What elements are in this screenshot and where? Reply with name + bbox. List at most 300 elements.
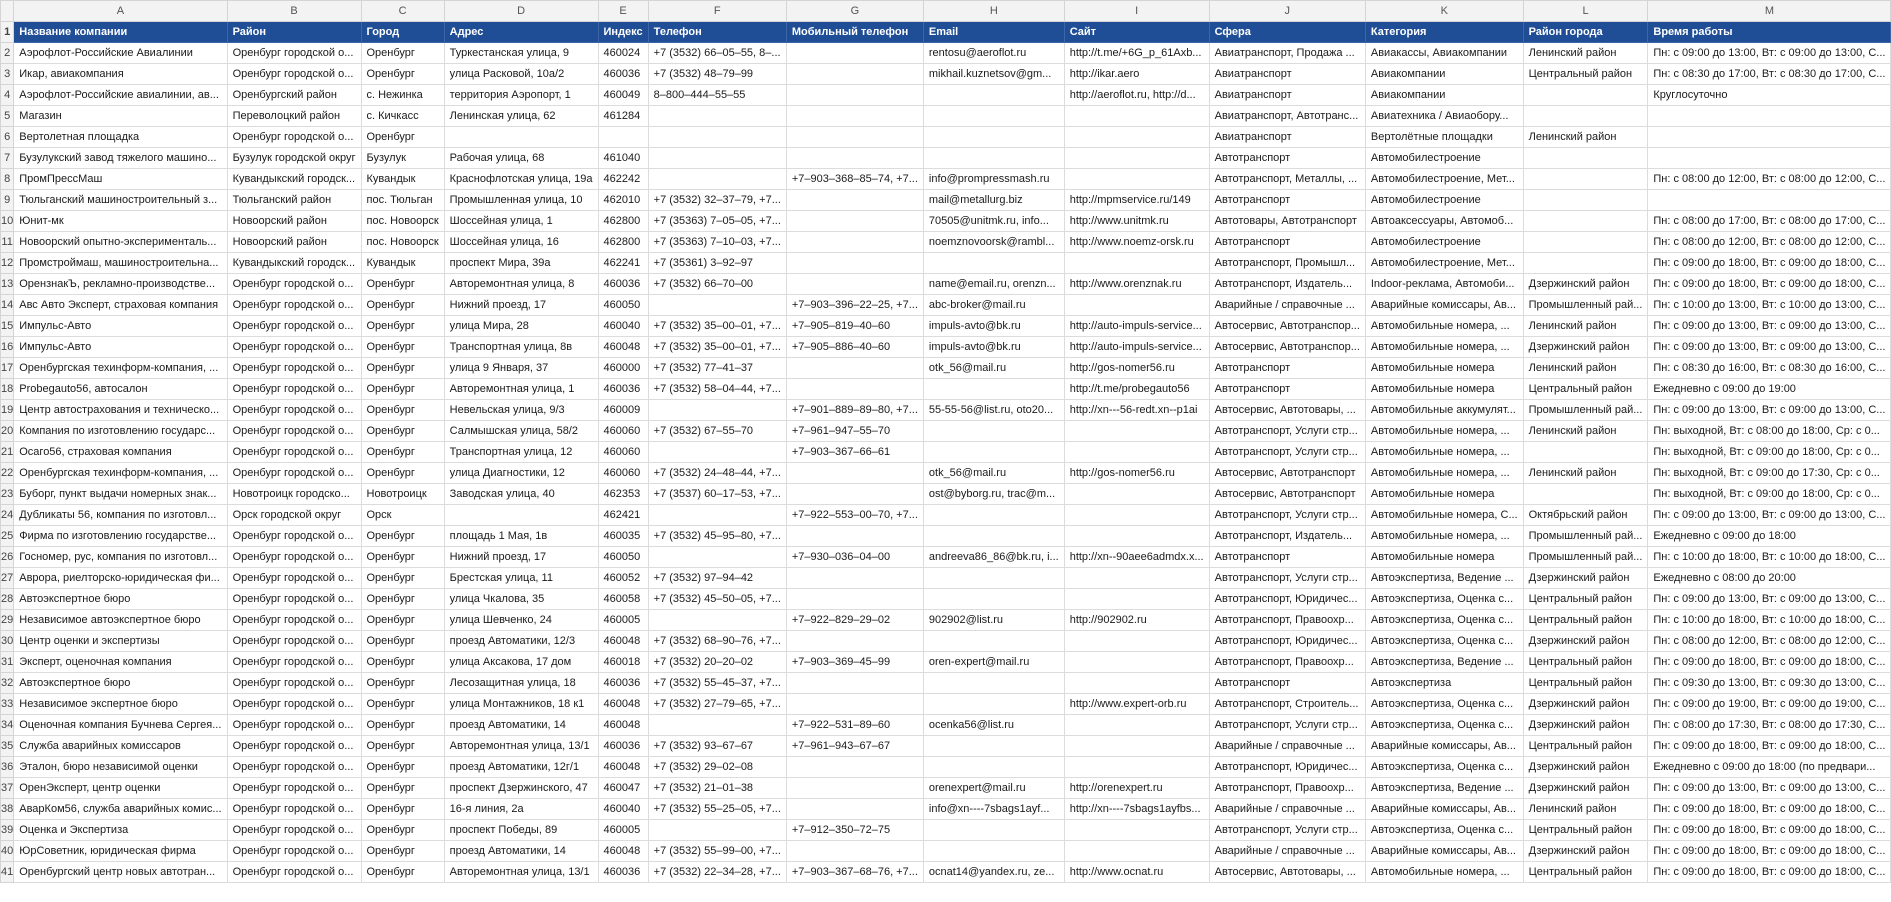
table-cell-j[interactable]: Авиатранспорт, Продажа ... bbox=[1209, 43, 1365, 64]
table-cell-k[interactable]: Автоэкспертиза, Оценка с... bbox=[1365, 589, 1523, 610]
table-cell-l[interactable]: Центральный район bbox=[1523, 673, 1648, 694]
table-cell-i[interactable]: http://xn--90aee6admdx.x... bbox=[1064, 547, 1209, 568]
table-cell-j[interactable]: Автотранспорт bbox=[1209, 547, 1365, 568]
table-cell-a[interactable]: Эталон, бюро независимой оценки bbox=[14, 757, 227, 778]
table-cell-b[interactable]: Оренбург городской о... bbox=[227, 337, 361, 358]
table-cell-b[interactable]: Оренбург городской о... bbox=[227, 295, 361, 316]
table-cell-c[interactable]: Оренбург bbox=[361, 358, 444, 379]
table-cell-b[interactable]: Оренбург городской о... bbox=[227, 463, 361, 484]
table-cell-j[interactable]: Аварийные / справочные ... bbox=[1209, 799, 1365, 820]
table-cell-i[interactable]: http://gos-nomer56.ru bbox=[1064, 358, 1209, 379]
table-cell-m[interactable]: Пн: с 09:00 до 13:00, Вт: с 09:00 до 13:00, С... bbox=[1648, 589, 1891, 610]
table-cell-m[interactable]: Пн: с 08:00 до 12:00, Вт: с 08:00 до 12:00, С... bbox=[1648, 631, 1891, 652]
table-cell-m[interactable]: Пн: с 09:00 до 13:00, Вт: с 09:00 до 13:00, С... bbox=[1648, 337, 1891, 358]
table-cell-j[interactable]: Автотранспорт, Строитель... bbox=[1209, 694, 1365, 715]
table-cell-i[interactable]: http://t.me/+6G_p_61Axb... bbox=[1064, 43, 1209, 64]
table-cell-k[interactable]: Авиакассы, Авиакомпании bbox=[1365, 43, 1523, 64]
table-cell-g[interactable] bbox=[786, 379, 923, 400]
table-cell-f[interactable]: +7 (35361) 3–92–97 bbox=[648, 253, 786, 274]
row-number[interactable]: 38 bbox=[1, 799, 14, 820]
table-cell-i[interactable]: http://xn---56-redt.xn--p1ai bbox=[1064, 400, 1209, 421]
table-cell-e[interactable]: 460036 bbox=[598, 379, 648, 400]
row-number[interactable]: 15 bbox=[1, 316, 14, 337]
table-cell-l[interactable]: Дзержинский район bbox=[1523, 694, 1648, 715]
table-cell-f[interactable]: +7 (35363) 7–10–03, +7... bbox=[648, 232, 786, 253]
table-cell-m[interactable]: Ежедневно с 09:00 до 19:00 bbox=[1648, 379, 1891, 400]
table-cell-i[interactable]: http://aeroflot.ru, http://d... bbox=[1064, 85, 1209, 106]
table-cell-a[interactable]: Служба аварийных комиссаров bbox=[14, 736, 227, 757]
table-cell-g[interactable]: +7–961–943–67–67 bbox=[786, 736, 923, 757]
table-cell-a[interactable]: Вертолетная площадка bbox=[14, 127, 227, 148]
table-cell-e[interactable]: 460060 bbox=[598, 463, 648, 484]
table-cell-a[interactable]: Оренбургская техинформ-компания, ... bbox=[14, 463, 227, 484]
row-number[interactable]: 29 bbox=[1, 610, 14, 631]
row-number[interactable]: 12 bbox=[1, 253, 14, 274]
table-cell-k[interactable]: Автомобильные номера, ... bbox=[1365, 526, 1523, 547]
table-cell-c[interactable]: пос. Новоорск bbox=[361, 211, 444, 232]
table-cell-b[interactable]: Оренбург городской о... bbox=[227, 673, 361, 694]
table-cell-j[interactable]: Автотранспорт, Правоохр... bbox=[1209, 652, 1365, 673]
table-cell-d[interactable]: улица Чкалова, 35 bbox=[444, 589, 598, 610]
row-number[interactable]: 37 bbox=[1, 778, 14, 799]
table-cell-h[interactable]: info@xn----7sbags1ayf... bbox=[923, 799, 1064, 820]
table-cell-c[interactable]: Оренбург bbox=[361, 862, 444, 883]
table-cell-k[interactable]: Автомобилестроение, Мет... bbox=[1365, 169, 1523, 190]
table-cell-l[interactable] bbox=[1523, 148, 1648, 169]
table-cell-i[interactable]: http://mpmservice.ru/149 bbox=[1064, 190, 1209, 211]
table-cell-d[interactable]: проспект Мира, 39а bbox=[444, 253, 598, 274]
table-cell-i[interactable] bbox=[1064, 148, 1209, 169]
table-cell-k[interactable]: Автомобильные номера, ... bbox=[1365, 463, 1523, 484]
table-cell-g[interactable] bbox=[786, 43, 923, 64]
table-cell-f[interactable] bbox=[648, 127, 786, 148]
row-number[interactable]: 18 bbox=[1, 379, 14, 400]
table-cell-b[interactable]: Оренбург городской о... bbox=[227, 736, 361, 757]
table-cell-f[interactable]: +7 (3532) 22–34–28, +7... bbox=[648, 862, 786, 883]
table-cell-f[interactable] bbox=[648, 295, 786, 316]
table-cell-d[interactable]: Шоссейная улица, 1 bbox=[444, 211, 598, 232]
table-cell-c[interactable]: с. Кичкасс bbox=[361, 106, 444, 127]
table-cell-h[interactable]: 902902@list.ru bbox=[923, 610, 1064, 631]
table-cell-k[interactable]: Автоэкспертиза bbox=[1365, 673, 1523, 694]
table-cell-i[interactable] bbox=[1064, 652, 1209, 673]
table-cell-a[interactable]: Независимое экспертное бюро bbox=[14, 694, 227, 715]
table-cell-j[interactable]: Аварийные / справочные ... bbox=[1209, 295, 1365, 316]
table-cell-i[interactable]: http://902902.ru bbox=[1064, 610, 1209, 631]
table-cell-b[interactable]: Оренбург городской о... bbox=[227, 778, 361, 799]
table-cell-d[interactable]: площадь 1 Мая, 1в bbox=[444, 526, 598, 547]
table-cell-c[interactable]: Кувандык bbox=[361, 169, 444, 190]
column-title-l[interactable]: Район города bbox=[1523, 22, 1648, 43]
table-cell-h[interactable] bbox=[923, 589, 1064, 610]
table-cell-g[interactable]: +7–922–531–89–60 bbox=[786, 715, 923, 736]
table-cell-b[interactable]: Оренбург городской о... bbox=[227, 589, 361, 610]
table-cell-e[interactable]: 462800 bbox=[598, 211, 648, 232]
table-cell-l[interactable]: Центральный район bbox=[1523, 589, 1648, 610]
table-cell-b[interactable]: Оренбург городской о... bbox=[227, 862, 361, 883]
table-cell-l[interactable]: Промышленный рай... bbox=[1523, 547, 1648, 568]
table-cell-d[interactable]: территория Аэропорт, 1 bbox=[444, 85, 598, 106]
table-cell-m[interactable]: Пн: выходной, Вт: с 09:00 до 18:00, Ср: с 0... bbox=[1648, 442, 1891, 463]
table-cell-h[interactable]: ocenka56@list.ru bbox=[923, 715, 1064, 736]
table-cell-l[interactable] bbox=[1523, 484, 1648, 505]
table-cell-d[interactable] bbox=[444, 505, 598, 526]
table-cell-i[interactable] bbox=[1064, 505, 1209, 526]
table-cell-a[interactable]: Икар, авиакомпания bbox=[14, 64, 227, 85]
table-cell-c[interactable]: Оренбург bbox=[361, 421, 444, 442]
table-cell-f[interactable]: +7 (3532) 66–70–00 bbox=[648, 274, 786, 295]
table-cell-i[interactable] bbox=[1064, 568, 1209, 589]
table-cell-a[interactable]: Аврора, риелторско-юридическая фи... bbox=[14, 568, 227, 589]
table-cell-h[interactable] bbox=[923, 253, 1064, 274]
table-cell-i[interactable] bbox=[1064, 736, 1209, 757]
column-title-j[interactable]: Сфера bbox=[1209, 22, 1365, 43]
table-cell-h[interactable] bbox=[923, 841, 1064, 862]
table-cell-m[interactable]: Пн: выходной, Вт: с 09:00 до 18:00, Ср: с 0... bbox=[1648, 484, 1891, 505]
table-cell-c[interactable]: Орск bbox=[361, 505, 444, 526]
row-number[interactable]: 21 bbox=[1, 442, 14, 463]
table-cell-c[interactable]: Оренбург bbox=[361, 589, 444, 610]
column-title-h[interactable]: Email bbox=[923, 22, 1064, 43]
table-cell-k[interactable]: Автомобилестроение bbox=[1365, 190, 1523, 211]
table-cell-m[interactable]: Ежедневно с 08:00 до 20:00 bbox=[1648, 568, 1891, 589]
table-cell-h[interactable]: noemznovoorsk@rambl... bbox=[923, 232, 1064, 253]
table-cell-l[interactable]: Центральный район bbox=[1523, 862, 1648, 883]
table-cell-k[interactable]: Аварийные комиссары, Ав... bbox=[1365, 841, 1523, 862]
table-cell-j[interactable]: Автотранспорт, Услуги стр... bbox=[1209, 442, 1365, 463]
table-cell-g[interactable]: +7–905–886–40–60 bbox=[786, 337, 923, 358]
table-cell-k[interactable]: Автомобилестроение bbox=[1365, 232, 1523, 253]
table-cell-a[interactable]: Импульс-Авто bbox=[14, 337, 227, 358]
table-cell-m[interactable]: Пн: с 08:00 до 12:00, Вт: с 08:00 до 12:00, С... bbox=[1648, 232, 1891, 253]
table-cell-f[interactable]: +7 (3532) 97–94–42 bbox=[648, 568, 786, 589]
table-cell-g[interactable] bbox=[786, 253, 923, 274]
table-cell-i[interactable]: http://www.noemz-orsk.ru bbox=[1064, 232, 1209, 253]
table-cell-k[interactable]: Автоэкспертиза, Оценка с... bbox=[1365, 694, 1523, 715]
row-number[interactable]: 33 bbox=[1, 694, 14, 715]
table-cell-d[interactable]: Авторемонтная улица, 13/1 bbox=[444, 736, 598, 757]
table-cell-f[interactable]: +7 (3532) 35–00–01, +7... bbox=[648, 337, 786, 358]
table-cell-g[interactable]: +7–901–889–89–80, +7... bbox=[786, 400, 923, 421]
table-cell-a[interactable]: Тюльганский машиностроительный з... bbox=[14, 190, 227, 211]
table-cell-b[interactable]: Оренбург городской о... bbox=[227, 358, 361, 379]
table-cell-e[interactable]: 460048 bbox=[598, 694, 648, 715]
table-cell-h[interactable] bbox=[923, 127, 1064, 148]
table-cell-c[interactable]: Оренбург bbox=[361, 43, 444, 64]
table-cell-c[interactable]: Оренбург bbox=[361, 526, 444, 547]
table-cell-m[interactable]: Пн: с 09:00 до 18:00, Вт: с 09:00 до 18:00, С... bbox=[1648, 253, 1891, 274]
table-cell-d[interactable]: улица Монтажников, 18 к1 bbox=[444, 694, 598, 715]
select-all-corner[interactable] bbox=[1, 1, 14, 22]
table-cell-g[interactable]: +7–922–829–29–02 bbox=[786, 610, 923, 631]
column-letter-b[interactable]: B bbox=[227, 1, 361, 22]
table-cell-f[interactable] bbox=[648, 148, 786, 169]
table-cell-b[interactable]: Оренбург городской о... bbox=[227, 442, 361, 463]
table-cell-j[interactable]: Автотранспорт bbox=[1209, 673, 1365, 694]
column-title-b[interactable]: Район bbox=[227, 22, 361, 43]
table-cell-k[interactable]: Авиатехника / Авиаобору... bbox=[1365, 106, 1523, 127]
table-cell-b[interactable]: Оренбург городской о... bbox=[227, 316, 361, 337]
table-cell-b[interactable]: Тюльганский район bbox=[227, 190, 361, 211]
table-cell-l[interactable]: Дзержинский район bbox=[1523, 568, 1648, 589]
table-cell-g[interactable] bbox=[786, 526, 923, 547]
table-cell-d[interactable]: Шоссейная улица, 16 bbox=[444, 232, 598, 253]
table-cell-d[interactable]: Брестская улица, 11 bbox=[444, 568, 598, 589]
table-cell-c[interactable]: Оренбург bbox=[361, 463, 444, 484]
table-cell-b[interactable]: Оренбург городской о... bbox=[227, 400, 361, 421]
table-cell-f[interactable] bbox=[648, 610, 786, 631]
table-cell-j[interactable]: Автотранспорт, Юридичес... bbox=[1209, 757, 1365, 778]
table-cell-e[interactable]: 460036 bbox=[598, 274, 648, 295]
table-cell-j[interactable]: Автотранспорт bbox=[1209, 358, 1365, 379]
table-cell-k[interactable]: Автоэкспертиза, Оценка с... bbox=[1365, 757, 1523, 778]
table-cell-h[interactable] bbox=[923, 421, 1064, 442]
table-cell-d[interactable]: улица Шевченко, 24 bbox=[444, 610, 598, 631]
column-letter-j[interactable]: J bbox=[1209, 1, 1365, 22]
table-cell-h[interactable]: rentosu@aeroflot.ru bbox=[923, 43, 1064, 64]
column-letter-l[interactable]: L bbox=[1523, 1, 1648, 22]
table-cell-c[interactable]: Оренбург bbox=[361, 442, 444, 463]
table-cell-j[interactable]: Автотранспорт, Правоохр... bbox=[1209, 778, 1365, 799]
table-cell-f[interactable]: +7 (3532) 58–04–44, +7... bbox=[648, 379, 786, 400]
table-cell-l[interactable]: Октябрьский район bbox=[1523, 505, 1648, 526]
table-cell-c[interactable]: Оренбург bbox=[361, 694, 444, 715]
table-cell-e[interactable]: 461040 bbox=[598, 148, 648, 169]
table-cell-a[interactable]: Компания по изготовлению государс... bbox=[14, 421, 227, 442]
table-cell-k[interactable]: Авиакомпании bbox=[1365, 64, 1523, 85]
table-cell-k[interactable]: Автоэкспертиза, Ведение ... bbox=[1365, 568, 1523, 589]
table-cell-a[interactable]: Новоорский опытно-эксперименталь... bbox=[14, 232, 227, 253]
row-number[interactable]: 26 bbox=[1, 547, 14, 568]
table-cell-h[interactable]: oren-expert@mail.ru bbox=[923, 652, 1064, 673]
table-cell-e[interactable]: 462241 bbox=[598, 253, 648, 274]
table-cell-b[interactable]: Кувандыкский городск... bbox=[227, 253, 361, 274]
table-cell-e[interactable]: 460000 bbox=[598, 358, 648, 379]
table-cell-a[interactable]: Магазин bbox=[14, 106, 227, 127]
table-cell-c[interactable]: Кувандык bbox=[361, 253, 444, 274]
table-cell-h[interactable]: otk_56@mail.ru bbox=[923, 463, 1064, 484]
column-letter-m[interactable]: M bbox=[1648, 1, 1891, 22]
table-cell-i[interactable] bbox=[1064, 589, 1209, 610]
table-cell-c[interactable]: Оренбург bbox=[361, 673, 444, 694]
table-cell-d[interactable]: Ленинская улица, 62 bbox=[444, 106, 598, 127]
column-title-e[interactable]: Индекс bbox=[598, 22, 648, 43]
table-cell-b[interactable]: Оренбург городской о... bbox=[227, 694, 361, 715]
table-cell-e[interactable]: 460058 bbox=[598, 589, 648, 610]
table-cell-d[interactable]: улица 9 Января, 37 bbox=[444, 358, 598, 379]
table-cell-b[interactable]: Оренбург городской о... bbox=[227, 274, 361, 295]
column-letter-a[interactable]: A bbox=[14, 1, 227, 22]
table-cell-l[interactable]: Центральный район bbox=[1523, 610, 1648, 631]
table-cell-a[interactable]: Оренбургская техинформ-компания, ... bbox=[14, 358, 227, 379]
table-cell-c[interactable]: Оренбург bbox=[361, 295, 444, 316]
table-cell-d[interactable]: проспект Дзержинского, 47 bbox=[444, 778, 598, 799]
table-cell-e[interactable]: 460005 bbox=[598, 610, 648, 631]
table-cell-l[interactable]: Ленинский район bbox=[1523, 127, 1648, 148]
row-number[interactable]: 32 bbox=[1, 673, 14, 694]
table-cell-f[interactable]: +7 (3532) 48–79–99 bbox=[648, 64, 786, 85]
table-cell-g[interactable]: +7–905–819–40–60 bbox=[786, 316, 923, 337]
table-cell-a[interactable]: Оценочная компания Бучнева Сергея... bbox=[14, 715, 227, 736]
table-cell-j[interactable]: Авиатранспорт, Автотранс... bbox=[1209, 106, 1365, 127]
table-cell-j[interactable]: Автотранспорт, Металлы, ... bbox=[1209, 169, 1365, 190]
table-cell-e[interactable]: 460048 bbox=[598, 631, 648, 652]
table-cell-m[interactable]: Пн: с 09:00 до 13:00, Вт: с 09:00 до 13:00, С... bbox=[1648, 43, 1891, 64]
table-cell-f[interactable]: +7 (3532) 24–48–44, +7... bbox=[648, 463, 786, 484]
table-cell-f[interactable]: +7 (3532) 93–67–67 bbox=[648, 736, 786, 757]
table-cell-l[interactable]: Промышленный рай... bbox=[1523, 400, 1648, 421]
table-cell-h[interactable]: mail@metallurg.biz bbox=[923, 190, 1064, 211]
row-number[interactable]: 9 bbox=[1, 190, 14, 211]
table-cell-h[interactable]: impuls-avto@bk.ru bbox=[923, 316, 1064, 337]
table-cell-m[interactable]: Пн: с 09:00 до 13:00, Вт: с 09:00 до 13:00, С... bbox=[1648, 316, 1891, 337]
table-cell-i[interactable]: http://auto-impuls-service... bbox=[1064, 316, 1209, 337]
table-cell-c[interactable]: Оренбург bbox=[361, 652, 444, 673]
table-cell-d[interactable]: Авторемонтная улица, 1 bbox=[444, 379, 598, 400]
table-cell-c[interactable]: Оренбург bbox=[361, 316, 444, 337]
table-cell-b[interactable]: Оренбург городской о... bbox=[227, 43, 361, 64]
table-cell-i[interactable]: http://t.me/probegauto56 bbox=[1064, 379, 1209, 400]
table-cell-l[interactable]: Ленинский район bbox=[1523, 316, 1648, 337]
table-cell-a[interactable]: Промстроймаш, машиностроительна... bbox=[14, 253, 227, 274]
table-cell-e[interactable]: 462800 bbox=[598, 232, 648, 253]
column-letter-f[interactable]: F bbox=[648, 1, 786, 22]
table-cell-j[interactable]: Автотранспорт, Юридичес... bbox=[1209, 631, 1365, 652]
table-cell-g[interactable] bbox=[786, 274, 923, 295]
table-cell-b[interactable]: Новотроицк городско... bbox=[227, 484, 361, 505]
table-cell-e[interactable]: 460009 bbox=[598, 400, 648, 421]
table-cell-b[interactable]: Оренбург городской о... bbox=[227, 757, 361, 778]
table-cell-e[interactable]: 462010 bbox=[598, 190, 648, 211]
table-cell-e[interactable]: 460018 bbox=[598, 652, 648, 673]
table-cell-g[interactable] bbox=[786, 127, 923, 148]
table-cell-k[interactable]: Автоаксессуары, Автомоб... bbox=[1365, 211, 1523, 232]
table-cell-d[interactable]: Нижний проезд, 17 bbox=[444, 547, 598, 568]
table-cell-a[interactable]: АварКом56, служба аварийных комис... bbox=[14, 799, 227, 820]
table-cell-b[interactable]: Орск городской округ bbox=[227, 505, 361, 526]
column-letter-g[interactable]: G bbox=[786, 1, 923, 22]
table-cell-c[interactable]: Оренбург bbox=[361, 568, 444, 589]
table-cell-m[interactable] bbox=[1648, 148, 1891, 169]
table-cell-d[interactable]: Лесозащитная улица, 18 bbox=[444, 673, 598, 694]
table-cell-d[interactable]: проезд Автоматики, 12г/1 bbox=[444, 757, 598, 778]
table-cell-f[interactable] bbox=[648, 400, 786, 421]
table-cell-l[interactable] bbox=[1523, 106, 1648, 127]
table-cell-f[interactable] bbox=[648, 169, 786, 190]
table-cell-e[interactable]: 460052 bbox=[598, 568, 648, 589]
table-cell-e[interactable]: 462421 bbox=[598, 505, 648, 526]
table-cell-b[interactable]: Оренбург городской о... bbox=[227, 526, 361, 547]
table-cell-e[interactable]: 460005 bbox=[598, 820, 648, 841]
table-cell-a[interactable]: Оценка и Экспертиза bbox=[14, 820, 227, 841]
table-cell-c[interactable]: Оренбург bbox=[361, 274, 444, 295]
table-cell-k[interactable]: Автоэкспертиза, Ведение ... bbox=[1365, 652, 1523, 673]
table-cell-b[interactable]: Оренбург городской о... bbox=[227, 568, 361, 589]
table-cell-j[interactable]: Автотранспорт, Услуги стр... bbox=[1209, 715, 1365, 736]
table-cell-m[interactable]: Пн: выходной, Вт: с 08:00 до 18:00, Ср: с 0... bbox=[1648, 421, 1891, 442]
table-cell-j[interactable]: Автотранспорт, Правоохр... bbox=[1209, 610, 1365, 631]
table-cell-e[interactable]: 461284 bbox=[598, 106, 648, 127]
table-cell-c[interactable]: Оренбург bbox=[361, 757, 444, 778]
table-cell-c[interactable]: Оренбург bbox=[361, 631, 444, 652]
table-cell-l[interactable]: Дзержинский район bbox=[1523, 274, 1648, 295]
table-cell-g[interactable]: +7–930–036–04–00 bbox=[786, 547, 923, 568]
column-letter-c[interactable]: C bbox=[361, 1, 444, 22]
table-cell-i[interactable] bbox=[1064, 253, 1209, 274]
table-cell-a[interactable]: Юнит-мк bbox=[14, 211, 227, 232]
table-cell-h[interactable]: impuls-avto@bk.ru bbox=[923, 337, 1064, 358]
table-cell-l[interactable]: Дзержинский район bbox=[1523, 841, 1648, 862]
table-cell-b[interactable]: Бузулук городской округ bbox=[227, 148, 361, 169]
table-cell-l[interactable]: Центральный район bbox=[1523, 820, 1648, 841]
row-number[interactable]: 5 bbox=[1, 106, 14, 127]
table-cell-j[interactable]: Авиатранспорт bbox=[1209, 64, 1365, 85]
table-cell-e[interactable]: 460047 bbox=[598, 778, 648, 799]
table-cell-l[interactable]: Промышленный рай... bbox=[1523, 526, 1648, 547]
column-title-a[interactable]: Название компании bbox=[14, 22, 227, 43]
table-cell-a[interactable]: Центр автострахования и техническо... bbox=[14, 400, 227, 421]
table-cell-b[interactable]: Новоорский район bbox=[227, 211, 361, 232]
table-cell-l[interactable]: Центральный район bbox=[1523, 64, 1648, 85]
row-number[interactable]: 28 bbox=[1, 589, 14, 610]
table-cell-j[interactable]: Автотранспорт bbox=[1209, 190, 1365, 211]
row-number[interactable]: 23 bbox=[1, 484, 14, 505]
table-cell-g[interactable] bbox=[786, 484, 923, 505]
table-cell-c[interactable]: Оренбург bbox=[361, 379, 444, 400]
table-cell-e[interactable]: 460035 bbox=[598, 526, 648, 547]
table-cell-a[interactable]: Госномер, рус, компания по изготовл... bbox=[14, 547, 227, 568]
table-cell-e[interactable]: 460048 bbox=[598, 715, 648, 736]
table-cell-d[interactable]: Салмышская улица, 58/2 bbox=[444, 421, 598, 442]
table-cell-i[interactable] bbox=[1064, 841, 1209, 862]
table-cell-h[interactable]: ost@byborg.ru, trac@m... bbox=[923, 484, 1064, 505]
table-cell-k[interactable]: Автомобильные номера, ... bbox=[1365, 862, 1523, 883]
table-cell-g[interactable] bbox=[786, 631, 923, 652]
row-number[interactable]: 1 bbox=[1, 22, 14, 43]
table-cell-c[interactable]: Оренбург bbox=[361, 778, 444, 799]
row-number[interactable]: 25 bbox=[1, 526, 14, 547]
table-cell-k[interactable]: Автомобильные номера bbox=[1365, 379, 1523, 400]
table-cell-l[interactable] bbox=[1523, 253, 1648, 274]
table-cell-a[interactable]: Авс Авто Эксперт, страховая компания bbox=[14, 295, 227, 316]
table-cell-j[interactable]: Автосервис, Автотранспорт bbox=[1209, 463, 1365, 484]
table-cell-k[interactable]: Аварийные комиссары, Ав... bbox=[1365, 295, 1523, 316]
table-cell-k[interactable]: Автомобильные номера, ... bbox=[1365, 421, 1523, 442]
table-cell-j[interactable]: Аварийные / справочные ... bbox=[1209, 736, 1365, 757]
table-cell-j[interactable]: Автосервис, Автотранспор... bbox=[1209, 337, 1365, 358]
table-cell-b[interactable]: Оренбург городской о... bbox=[227, 715, 361, 736]
table-cell-a[interactable]: Импульс-Авто bbox=[14, 316, 227, 337]
table-cell-m[interactable]: Пн: с 09:00 до 19:00, Вт: с 09:00 до 19:00, С... bbox=[1648, 694, 1891, 715]
table-cell-k[interactable]: Indoor-реклама, Автомоби... bbox=[1365, 274, 1523, 295]
table-cell-g[interactable] bbox=[786, 673, 923, 694]
table-cell-j[interactable]: Автотранспорт bbox=[1209, 232, 1365, 253]
table-cell-g[interactable]: +7–961–947–55–70 bbox=[786, 421, 923, 442]
table-cell-j[interactable]: Автотранспорт bbox=[1209, 148, 1365, 169]
table-cell-c[interactable]: Оренбург bbox=[361, 736, 444, 757]
row-number[interactable]: 17 bbox=[1, 358, 14, 379]
table-cell-m[interactable]: Пн: с 09:00 до 18:00, Вт: с 09:00 до 18:00, С... bbox=[1648, 736, 1891, 757]
table-cell-c[interactable]: Оренбург bbox=[361, 841, 444, 862]
table-cell-h[interactable] bbox=[923, 379, 1064, 400]
table-cell-i[interactable] bbox=[1064, 421, 1209, 442]
table-cell-f[interactable]: +7 (35363) 7–05–05, +7... bbox=[648, 211, 786, 232]
table-cell-e[interactable]: 462242 bbox=[598, 169, 648, 190]
table-cell-l[interactable]: Ленинский район bbox=[1523, 358, 1648, 379]
table-cell-c[interactable]: Оренбург bbox=[361, 820, 444, 841]
table-cell-l[interactable] bbox=[1523, 211, 1648, 232]
column-title-i[interactable]: Сайт bbox=[1064, 22, 1209, 43]
